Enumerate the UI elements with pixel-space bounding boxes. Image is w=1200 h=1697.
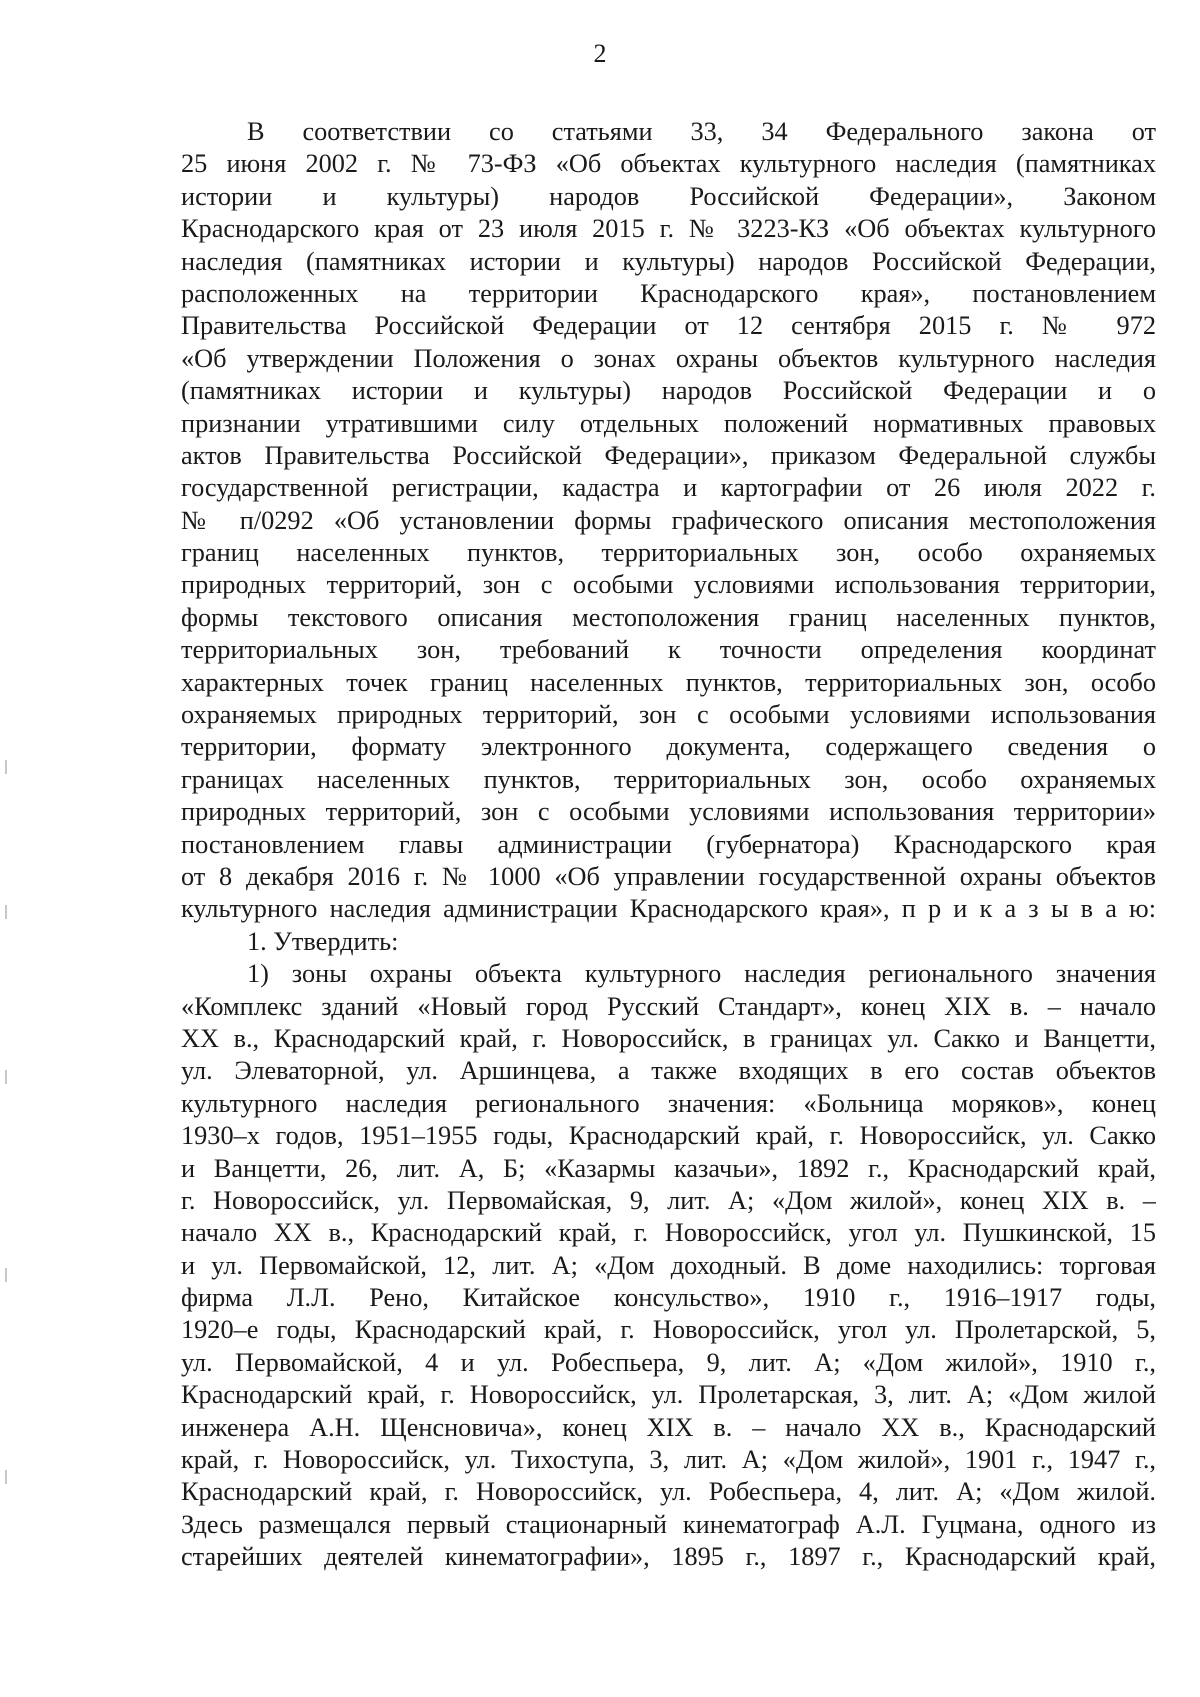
text-line: расположенных на территории Краснодарского края», постановлением: [181, 278, 1156, 308]
scan-margin-marks: [5, 0, 8, 1697]
text-line: и Ванцетти, 26, лит. А, Б; «Казармы казачьи», 1892 г., Краснодарский край,: [181, 1153, 1156, 1183]
text-line: природных территорий, зон с особыми условиями использования территории»: [181, 797, 1156, 827]
text-line: инженера А.Н. Щенсновича», конец XIX в. – начало XX в., Краснодарский: [181, 1412, 1156, 1442]
text-line: ул. Элеваторной, ул. Аршинцева, а также входящих в его состав объектов: [181, 1056, 1156, 1086]
text-line: XX в., Краснодарский край, г. Новороссийск, в границах ул. Сакко и Ванцетти,: [181, 1023, 1156, 1053]
text-line: культурного наследия администрации Краснодарского края», п р и к а з ы в а ю:: [181, 894, 1156, 924]
text-line: 1920–е годы, Краснодарский край, г. Новороссийск, угол ул. Пролетарской, 5,: [181, 1315, 1156, 1345]
text-line: край, г. Новороссийск, ул. Тихоступа, 3, лит. А; «Дом жилой», 1901 г., 1947 г.,: [181, 1445, 1156, 1475]
text-line: постановлением главы администрации (губернатора) Краснодарского края: [181, 829, 1156, 859]
text-line: 1. Утвердить:: [247, 926, 399, 956]
text-line: от 8 декабря 2016 г. № 1000 «Об управлении государственной охраны объектов: [181, 861, 1156, 891]
page-number: 2: [593, 39, 607, 68]
text-line: Краснодарский край, г. Новороссийск, ул. Пролетарская, 3, лит. А; «Дом жилой: [181, 1380, 1156, 1410]
text-line: Краснодарского края от 23 июля 2015 г. № 3223-КЗ «Об объектах культурного: [181, 214, 1156, 244]
text-line: границах населенных пунктов, территориальных зон, особо охраняемых: [181, 764, 1156, 794]
text-line: г. Новороссийск, ул. Первомайская, 9, лит. А; «Дом жилой», конец XIX в. –: [181, 1185, 1156, 1215]
text-line: территории, формату электронного документа, содержащего сведения о: [181, 732, 1156, 762]
text-line: государственной регистрации, кадастра и картографии от 26 июля 2022 г.: [181, 473, 1156, 503]
text-line: признании утратившими силу отдельных положений нормативных правовых: [181, 408, 1156, 438]
text-line: истории и культуры) народов Российской Федерации», Законом: [181, 181, 1156, 211]
text-line: и ул. Первомайской, 12, лит. А; «Дом доходный. В доме находились: торговая: [181, 1250, 1156, 1280]
text-line: «Комплекс зданий «Новый город Русский Стандарт», конец XIX в. – начало: [181, 991, 1156, 1021]
text-line: 25 июня 2002 г. № 73-ФЗ «Об объектах культурного наследия (памятниках: [181, 149, 1156, 179]
text-line: характерных точек границ населенных пунктов, территориальных зон, особо: [181, 667, 1156, 697]
text-line: природных территорий, зон с особыми условиями использования территории,: [181, 570, 1156, 600]
text-line: охраняемых природных территорий, зон с особыми условиями использования: [181, 700, 1156, 730]
text-line: старейших деятелей кинематографии», 1895 г., 1897 г., Краснодарский край,: [181, 1542, 1156, 1572]
text-line: начало XX в., Краснодарский край, г. Новороссийск, угол ул. Пушкинской, 15: [181, 1218, 1156, 1248]
text-line: «Об утверждении Положения о зонах охраны объектов культурного наследия: [181, 343, 1156, 373]
text-line: актов Правительства Российской Федерации», приказом Федеральной службы: [181, 440, 1156, 470]
text-line: формы текстового описания местоположения границ населенных пунктов,: [181, 602, 1156, 632]
text-line: 1930–х годов, 1951–1955 годы, Краснодарский край, г. Новороссийск, ул. Сакко: [181, 1121, 1156, 1151]
text-line: ул. Первомайской, 4 и ул. Робеспьера, 9, лит. А; «Дом жилой», 1910 г.,: [181, 1347, 1156, 1377]
document-body: [181, 116, 1156, 1574]
text-line: наследия (памятниках истории и культуры) народов Российской Федерации,: [181, 246, 1156, 276]
text-line: 1) зоны охраны объекта культурного наследия регионального значения: [247, 959, 1156, 989]
text-line: № п/0292 «Об установлении формы графического описания местоположения: [181, 505, 1156, 535]
text-line: территориальных зон, требований к точности определения координат: [181, 635, 1156, 665]
text-line: В соответствии со статьями 33, 34 Федерального закона от: [247, 117, 1156, 146]
text-line: Здесь размещался первый стационарный кинематограф А.Л. Гуцмана, одного из: [181, 1509, 1156, 1539]
text-line: Правительства Российской Федерации от 12 сентября 2015 г. № 972: [181, 311, 1156, 341]
text-line: фирма Л.Л. Рено, Китайское консульство», 1910 г., 1916–1917 годы,: [181, 1283, 1156, 1313]
text-line: культурного наследия регионального значения: «Больница моряков», конец: [181, 1088, 1156, 1118]
text-line: Краснодарский край, г. Новороссийск, ул. Робеспьера, 4, лит. А; «Дом жилой.: [181, 1477, 1156, 1507]
text-line: (памятниках истории и культуры) народов Российской Федерации и о: [181, 376, 1156, 406]
text-line: границ населенных пунктов, территориальных зон, особо охраняемых: [181, 538, 1156, 568]
